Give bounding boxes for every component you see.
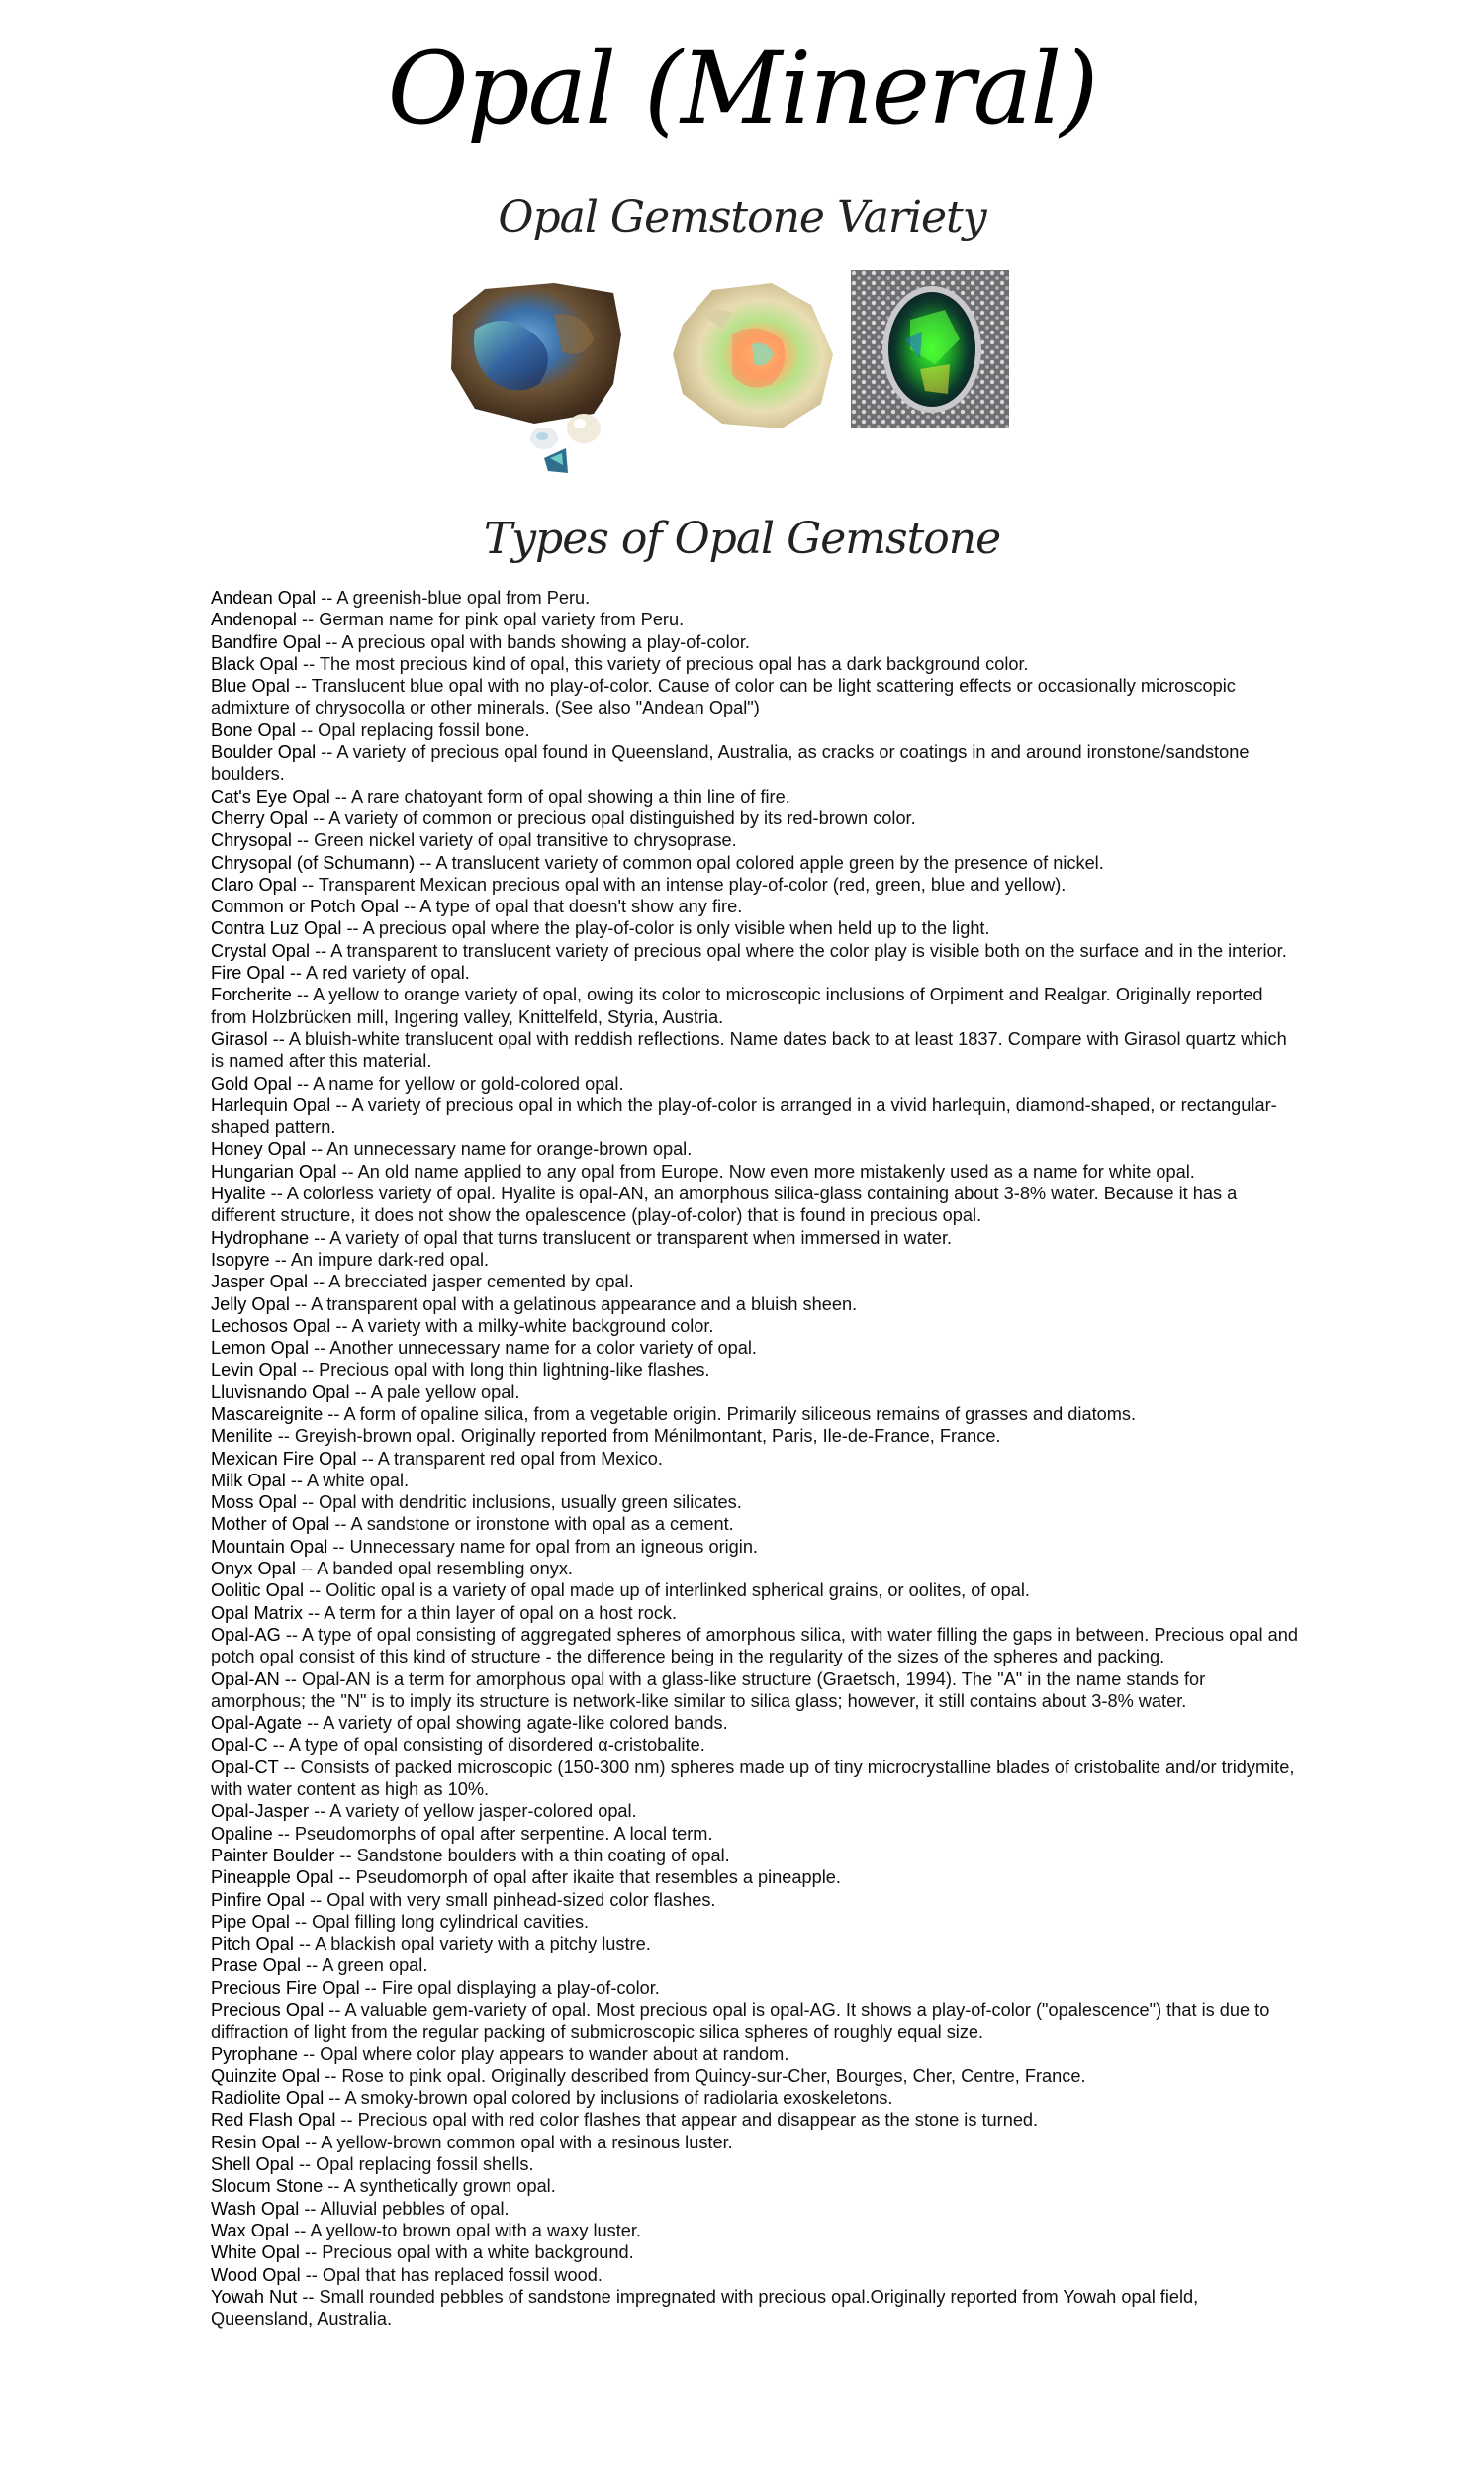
opal-term: Blue Opal — [211, 676, 290, 697]
opal-term: Gold Opal — [211, 1073, 292, 1094]
opal-description: -- A blackish opal variety with a pitchy lustre. — [293, 1934, 651, 1954]
opal-term: Opal-Agate — [211, 1713, 303, 1734]
opal-description: -- Precious opal with red color flashes that appear and disappear as the stone is turned. — [335, 2110, 1039, 2131]
opal-term: Precious Fire Opal — [211, 1977, 360, 1998]
opal-description: -- Rose to pink opal. Originally described from Quincy-sur-Cher, Bourges, Cher, Centre, France. — [320, 2065, 1086, 2086]
list-item — [211, 2198, 1299, 2220]
opal-description: -- A pale yellow opal. — [349, 1381, 520, 1402]
opal-term: Crystal Opal — [211, 940, 311, 961]
opal-description: -- A red variety of opal. — [284, 963, 470, 984]
opal-description: -- A smoky-brown opal colored by inclusions of radiolaria exoskeletons. — [324, 2088, 893, 2109]
list-item — [211, 1028, 1299, 1073]
opal-term: Mountain Opal — [211, 1536, 328, 1557]
list-item — [211, 587, 1299, 609]
list-item — [211, 1470, 1299, 1491]
opal-description: -- A colorless variety of opal. Hyalite is opal-AN, an amorphous silica-glass containing about 3-8% water. Because it has a different structure, it does not show the opalescence (play-of-color) that is found in precious opal. — [211, 1184, 1238, 1226]
opal-term: Chrysopal — [211, 830, 292, 851]
list-item — [211, 940, 1299, 962]
opal-description: -- A white opal. — [285, 1470, 410, 1490]
opal-description: -- Green nickel variety of opal transitive to chrysoprase. — [291, 830, 737, 851]
opal-description: -- Opal with dendritic inclusions, usually green silicates. — [296, 1492, 742, 1513]
opal-description: -- A yellow-brown common opal with a resinous luster. — [299, 2132, 733, 2152]
opal-description: -- A transparent red opal from Mexico. — [356, 1448, 663, 1469]
list-item — [211, 786, 1299, 808]
opal-term: Lemon Opal — [211, 1338, 310, 1359]
list-item — [211, 829, 1299, 851]
types-heading: Types of Opal Gemstone — [483, 514, 1001, 564]
list-item — [211, 1359, 1299, 1380]
opal-term: Opal-AN — [211, 1668, 280, 1689]
list-item — [211, 984, 1299, 1028]
opal-term: Lluvisnando Opal — [211, 1381, 350, 1402]
opal-description: -- Opal that has replaced fossil wood. — [300, 2264, 603, 2285]
list-item — [211, 874, 1299, 896]
opal-term: Opaline — [211, 1823, 273, 1844]
opal-description: -- A name for yellow or gold-colored opal. — [291, 1073, 624, 1094]
opal-description: -- Alluvial pebbles of opal. — [299, 2198, 510, 2219]
list-item — [211, 2286, 1299, 2331]
opal-term: Moss Opal — [211, 1492, 297, 1513]
opal-description: -- A brecciated jasper cemented by opal. — [308, 1272, 634, 1292]
opal-description: -- A precious opal with bands showing a play-of-color. — [321, 631, 750, 652]
list-item — [211, 2153, 1299, 2175]
opal-term: Hungarian Opal — [211, 1161, 337, 1182]
rough-white-opal-image — [663, 275, 841, 438]
opal-description: -- A synthetically grown opal. — [323, 2176, 556, 2197]
gallery-heading: Opal Gemstone Variety — [498, 192, 986, 242]
opal-description: -- An impure dark-red opal. — [269, 1249, 490, 1270]
opal-description: -- A type of opal consisting of disordered α-cristobalite. — [267, 1735, 705, 1756]
opal-description: -- A variety of opal that turns translucent or transparent when immersed in water. — [309, 1227, 953, 1248]
opal-term: Opal-Jasper — [211, 1801, 310, 1822]
list-item — [211, 631, 1299, 653]
list-item — [211, 1073, 1299, 1094]
opal-term: Jasper Opal — [211, 1272, 309, 1292]
opal-description: -- Small rounded pebbles of sandstone impregnated with precious opal.Originally reported from Yowah opal field, Queensland, Australia. — [211, 2286, 1199, 2330]
list-item — [211, 1999, 1299, 2044]
opal-description: -- A greenish-blue opal from Peru. — [316, 588, 591, 608]
opal-description: -- Opal where color play appears to wander about at random. — [297, 2044, 789, 2064]
opal-term: White Opal — [211, 2242, 300, 2263]
opal-description: -- A term for a thin layer of opal on a host rock. — [302, 1602, 678, 1623]
list-item — [211, 1624, 1299, 1668]
opal-description: -- Pseudomorphs of opal after serpentine. A local term. — [272, 1823, 713, 1844]
list-item — [211, 1448, 1299, 1470]
opal-description: -- Pseudomorph of opal after ikaite that resembles a pineapple. — [333, 1867, 841, 1888]
opal-description: -- A variety of opal showing agate-like colored bands. — [302, 1713, 728, 1734]
list-item — [211, 1800, 1299, 1822]
list-item — [211, 609, 1299, 630]
list-item — [211, 1094, 1299, 1139]
opal-description: -- A form of opaline silica, from a vegetable origin. Primarily siliceous remains of grasses and diatoms. — [323, 1403, 1137, 1424]
opal-term: Mexican Fire Opal — [211, 1448, 357, 1469]
list-item — [211, 2264, 1299, 2286]
opal-description: -- A green opal. — [300, 1955, 428, 1976]
opal-description: -- A variety of yellow jasper-colored opal. — [309, 1801, 637, 1822]
opal-term: Precious Opal — [211, 2000, 325, 2020]
list-item — [211, 1227, 1299, 1249]
list-item — [211, 2109, 1299, 2131]
list-item — [211, 1513, 1299, 1535]
opal-description: -- The most precious kind of opal, this variety of precious opal has a dark background color. — [297, 653, 1029, 674]
opal-description: -- A variety of precious opal in which the play-of-color is arranged in a vivid harlequin, diamond-shaped, or rectangular-shaped pattern. — [211, 1094, 1277, 1138]
opal-description: -- Opal filling long cylindrical cavities. — [289, 1911, 590, 1932]
list-item — [211, 896, 1299, 917]
list-item — [211, 1911, 1299, 1933]
opal-description: -- A variety with a milky-white background color. — [330, 1315, 714, 1336]
list-item — [211, 1954, 1299, 1976]
list-item — [211, 1977, 1299, 1999]
opal-term: Resin Opal — [211, 2132, 300, 2152]
opal-term: Pitch Opal — [211, 1934, 294, 1954]
opal-term: Honey Opal — [211, 1139, 307, 1160]
list-item — [211, 2132, 1299, 2153]
list-item — [211, 653, 1299, 675]
list-item — [211, 917, 1299, 939]
opal-term: Bandfire Opal — [211, 631, 322, 652]
opal-term: Pyrophane — [211, 2044, 298, 2064]
opal-term: Andean Opal — [211, 588, 317, 608]
opal-description: -- Unnecessary name for opal from an igneous origin. — [327, 1536, 758, 1557]
opal-term: Hyalite — [211, 1184, 266, 1204]
opal-term: Lechosos Opal — [211, 1315, 331, 1336]
opal-term: Opal-AG — [211, 1624, 281, 1645]
opal-term: Oolitic Opal — [211, 1580, 305, 1601]
opal-term: Yowah Nut — [211, 2286, 298, 2307]
opal-term: Pinfire Opal — [211, 1889, 306, 1910]
list-item — [211, 2044, 1299, 2065]
list-item — [211, 719, 1299, 741]
opal-term: Milk Opal — [211, 1470, 286, 1490]
opal-term: Menilite — [211, 1426, 273, 1447]
opal-description: -- Opal-AN is a term for amorphous opal with a glass-like structure (Graetsch, 1994). The "A" in the name stands for amorphous; the "N" is to imply its structure is network-like similar to silica glass; however, it still contains about 3-8% water. — [211, 1668, 1206, 1711]
list-item — [211, 2241, 1299, 2263]
list-item — [211, 1866, 1299, 1888]
opal-term: Forcherite — [211, 985, 292, 1005]
opal-term: Hydrophane — [211, 1227, 310, 1248]
list-item — [211, 1315, 1299, 1337]
opal-description: -- A yellow to orange variety of opal, owing its color to microscopic inclusions of Orpiment and Realgar. Originally reported from Holzbrücken mill, Ingering valley, Knittelfeld, Styria, Austria. — [211, 985, 1263, 1027]
opal-description: -- A valuable gem-variety of opal. Most precious opal is opal-AG. It shows a play-of-color ("opalescence") that is due to diffraction of light from the regular packing of submicroscopic silica spheres of roughly equal size. — [211, 2000, 1270, 2043]
opal-description: -- Oolitic opal is a variety of opal made up of interlinked spherical grains, or oolites, of opal. — [304, 1580, 1030, 1601]
opal-term: Fire Opal — [211, 963, 285, 984]
opal-term: Boulder Opal — [211, 742, 317, 763]
opal-description: -- Opal replacing fossil bone. — [295, 719, 530, 740]
list-item — [211, 1734, 1299, 1756]
list-item — [211, 2087, 1299, 2109]
opal-description: -- An old name applied to any opal from Europe. Now even more mistakenly used as a name for white opal. — [336, 1161, 1195, 1182]
list-item — [211, 1271, 1299, 1292]
list-item — [211, 1161, 1299, 1183]
opal-term: Harlequin Opal — [211, 1094, 331, 1115]
opal-term: Levin Opal — [211, 1360, 297, 1380]
opal-types-list — [211, 587, 1299, 2330]
opal-description: -- Transparent Mexican precious opal with an intense play-of-color (red, green, blue and yellow). — [296, 874, 1067, 895]
boulder-opal-image — [445, 275, 653, 473]
list-item — [211, 1183, 1299, 1227]
opal-term: Opal-CT — [211, 1757, 279, 1777]
opal-term: Pineapple Opal — [211, 1867, 334, 1888]
list-item — [211, 1491, 1299, 1513]
opal-term: Mother of Opal — [211, 1514, 330, 1535]
list-item — [211, 1579, 1299, 1601]
opal-description: -- A variety of precious opal found in Queensland, Australia, as cracks or coatings in and around ironstone/sandstone boulders. — [211, 742, 1250, 785]
list-item — [211, 852, 1299, 874]
list-item — [211, 741, 1299, 786]
opal-term: Painter Boulder — [211, 1845, 335, 1865]
list-item — [211, 1889, 1299, 1911]
list-item — [211, 1602, 1299, 1624]
list-item — [211, 1249, 1299, 1271]
list-item — [211, 1933, 1299, 1954]
opal-description: -- Consists of packed microscopic (150-300 nm) spheres made up of tiny microcrystalline blades of cristobalite and/or tridymite, with water content as high as 10%. — [211, 1757, 1295, 1800]
opal-description: -- Greyish-brown opal. Originally reported from Ménilmontant, Paris, Ile-de-France, France. — [272, 1426, 1001, 1447]
list-item — [211, 1668, 1299, 1713]
page-title: Opal (Mineral) — [387, 31, 1097, 146]
opal-description: -- An unnecessary name for orange-brown opal. — [306, 1139, 693, 1160]
opal-description: -- A transparent opal with a gelatinous appearance and a bluish sheen. — [289, 1293, 858, 1314]
gemstone-gallery — [445, 267, 1059, 480]
list-item — [211, 1293, 1299, 1315]
opal-term: Girasol — [211, 1028, 268, 1049]
opal-description: -- A rare chatoyant form of opal showing a thin line of fire. — [329, 786, 790, 807]
opal-description: -- Precious opal with long thin lightning-like flashes. — [296, 1360, 710, 1380]
opal-description: -- A translucent variety of common opal colored apple green by the presence of nickel. — [415, 852, 1104, 873]
opal-term: Wood Opal — [211, 2264, 301, 2285]
opal-description: -- Opal with very small pinhead-sized color flashes. — [305, 1889, 716, 1910]
opal-term: Wash Opal — [211, 2198, 300, 2219]
list-item — [211, 1138, 1299, 1160]
list-item — [211, 962, 1299, 984]
list-item — [211, 1757, 1299, 1801]
opal-term: Chrysopal (of Schumann) — [211, 852, 416, 873]
opal-description: -- A transparent to translucent variety of precious opal where the color play is visible both on the surface and in the interior. — [310, 940, 1287, 961]
list-item — [211, 1337, 1299, 1359]
opal-term: Slocum Stone — [211, 2176, 324, 2197]
opal-description: -- Fire opal displaying a play-of-color. — [359, 1977, 660, 1998]
opal-description: -- German name for pink opal variety from Peru. — [296, 610, 685, 630]
list-item — [211, 2065, 1299, 2087]
opal-term: Opal Matrix — [211, 1602, 303, 1623]
opal-term: Jelly Opal — [211, 1293, 290, 1314]
opal-description: -- Precious opal with a white background. — [299, 2242, 634, 2263]
list-item — [211, 675, 1299, 719]
list-item — [211, 1823, 1299, 1845]
opal-description: -- A precious opal where the play-of-color is only visible when held up to the light. — [341, 918, 990, 939]
opal-term: Common or Potch Opal — [211, 897, 400, 917]
opal-term: Mascareignite — [211, 1403, 324, 1424]
opal-description: -- A banded opal resembling onyx. — [295, 1559, 573, 1579]
list-item — [211, 1381, 1299, 1403]
list-item — [211, 1403, 1299, 1425]
opal-term: Pipe Opal — [211, 1911, 290, 1932]
opal-term: Cat's Eye Opal — [211, 786, 330, 807]
opal-description: -- A sandstone or ironstone with opal as a cement. — [329, 1514, 734, 1535]
opal-term: Red Flash Opal — [211, 2110, 336, 2131]
opal-description: -- A type of opal that doesn't show any fire. — [399, 897, 743, 917]
list-item — [211, 1536, 1299, 1558]
list-item — [211, 1845, 1299, 1866]
opal-description: -- Sandstone boulders with a thin coating of opal. — [334, 1845, 730, 1865]
opal-term: Wax Opal — [211, 2220, 290, 2240]
opal-term: Radiolite Opal — [211, 2088, 325, 2109]
opal-description: -- Opal replacing fossil shells. — [293, 2154, 534, 2175]
opal-term: Isopyre — [211, 1249, 270, 1270]
opal-term: Prase Opal — [211, 1955, 301, 1976]
opal-description: -- Another unnecessary name for a color variety of opal. — [309, 1338, 757, 1359]
opal-description: -- A yellow-to brown opal with a waxy luster. — [289, 2220, 641, 2240]
list-item — [211, 2220, 1299, 2241]
opal-term: Onyx Opal — [211, 1559, 296, 1579]
list-item — [211, 1425, 1299, 1447]
opal-term: Black Opal — [211, 653, 298, 674]
opal-term: Andenopal — [211, 610, 297, 630]
opal-description: -- A bluish-white translucent opal with reddish reflections. Name dates back to at least 1837. Compare with Girasol quartz which is named after this material. — [211, 1028, 1287, 1072]
list-item — [211, 808, 1299, 829]
list-item — [211, 2175, 1299, 2197]
black-opal-ring-image — [851, 270, 1009, 428]
opal-term: Claro Opal — [211, 874, 297, 895]
opal-term: Shell Opal — [211, 2154, 294, 2175]
opal-term: Quinzite Opal — [211, 2065, 321, 2086]
opal-description: -- Translucent blue opal with no play-of-color. Cause of color can be light scattering effects or occasionally microscopic admixture of chrysocolla or other minerals. (See also "Andean Opal") — [211, 676, 1236, 718]
opal-term: Cherry Opal — [211, 808, 309, 828]
opal-description: -- A type of opal consisting of aggregated spheres of amorphous silica, with water filling the gaps in between. Precious opal and potch opal consist of this kind of structure - the difference being in the regularity of the sizes of the spheres and packing. — [211, 1624, 1298, 1667]
list-item — [211, 1558, 1299, 1579]
opal-description: -- A variety of common or precious opal distinguished by its red-brown color. — [308, 808, 916, 828]
list-item — [211, 1712, 1299, 1734]
opal-term: Contra Luz Opal — [211, 918, 342, 939]
opal-term: Bone Opal — [211, 719, 296, 740]
opal-term: Opal-C — [211, 1735, 268, 1756]
